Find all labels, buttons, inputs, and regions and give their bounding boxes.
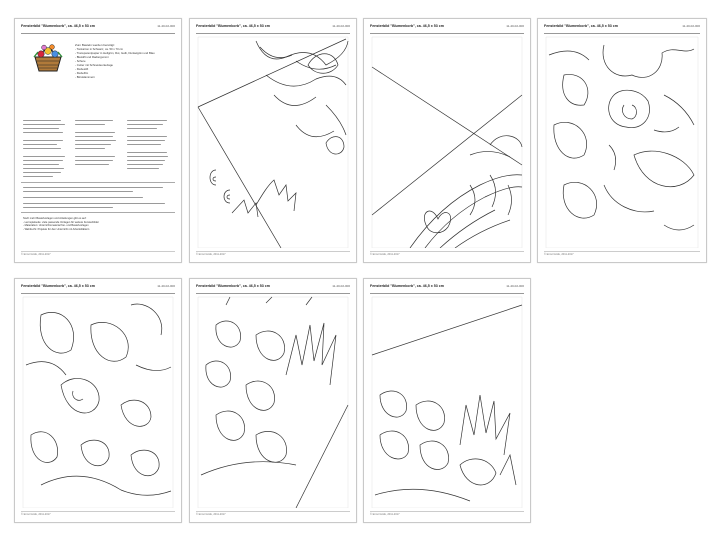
page-header — [196, 24, 350, 34]
more-resources — [23, 217, 99, 231]
sheet-title: Fensterbild "Blumenkorb", ca. 46,5 x 53 cm — [370, 24, 444, 28]
page-header — [370, 284, 524, 294]
page-footer — [544, 251, 700, 258]
material-item: - Transparentpapier in Hellgrün, Rot, Gelb, Dunkelgrün und Blau — [75, 51, 155, 55]
material-item: - Klebefilm — [75, 71, 89, 75]
resource-line[interactable]: - Wahlrecht: Projekte für den Unterricht mit Arbeitsblättern — [23, 227, 90, 231]
cutout-template-part-4 — [21, 295, 175, 508]
material-item: - Klebestift — [75, 67, 89, 71]
resource-line[interactable]: - Lernspielseite: viele passende Vorlagen für weitere Fensterbilder — [23, 220, 99, 224]
page-header — [370, 24, 524, 34]
sheet-title: Fensterbild "Blumenkorb", ca. 46,5 x 53 cm — [370, 284, 444, 288]
page-number: 11-40-02-000 — [332, 284, 350, 288]
sheet-title: Fensterbild "Blumenkorb", ca. 46,5 x 53 cm — [21, 284, 95, 288]
copyright: © Ernst Gräfe, 2011-2017 — [370, 253, 400, 256]
page-2-template — [189, 18, 357, 263]
page-footer — [21, 511, 175, 518]
page-number: 11-40-02-000 — [682, 24, 700, 28]
copyright: © Ernst Gräfe, 2011-2017 — [544, 253, 574, 256]
page-header — [196, 284, 350, 294]
material-item: - Tonkarton in Schwarz, ca. 50 x 70 cm — [75, 47, 124, 51]
resource-line[interactable]: - Materialien: Unterrichtsmaterial frei- und Bastelvorlagen — [23, 224, 89, 228]
page-6-template — [189, 278, 357, 523]
copyright: © Ernst Gräfe, 2011-2017 — [196, 513, 226, 516]
page-footer — [370, 251, 524, 258]
cutout-template-part-6 — [370, 295, 524, 508]
cutout-template-part-5 — [196, 295, 350, 508]
cutout-template-part-2 — [370, 35, 524, 248]
page-number: 11-40-02-000 — [157, 284, 175, 288]
page-3-template — [363, 18, 531, 263]
divider — [21, 182, 175, 183]
basket-preview-image — [31, 43, 65, 73]
page-1-instructions — [14, 18, 182, 263]
copyright: © Ernst Gräfe, 2011-2017 — [21, 253, 51, 256]
page-footer — [196, 251, 350, 258]
page-header — [21, 24, 175, 34]
divider — [21, 212, 175, 213]
page-footer — [21, 251, 175, 258]
material-item: - Bleistift und Radiergummi — [75, 55, 109, 59]
resources-lead: Noch mehr Bastelvorlagen und Anleitungen gibt es auf: — [23, 217, 87, 220]
sheet-title: Fensterbild "Blumenkorb", ca. 46,5 x 53 cm — [196, 284, 270, 288]
cutout-template-part-3 — [544, 35, 700, 248]
page-header — [21, 284, 175, 294]
page-header — [544, 24, 700, 34]
sheet-title: Fensterbild "Blumenkorb", ca. 46,5 x 53 cm — [21, 24, 95, 28]
sheet-title: Fensterbild "Blumenkorb", ca. 46,5 x 53 cm — [544, 24, 618, 28]
page-footer — [370, 511, 524, 518]
material-item: - Cutter mit Schneideunterlage — [75, 63, 113, 67]
page-footer — [196, 511, 350, 518]
materials-heading: Zum Basteln werden benötigt: — [75, 43, 115, 47]
material-item: - Schere — [75, 59, 86, 63]
copyright: © Ernst Gräfe, 2011-2017 — [370, 513, 400, 516]
page-7-template — [363, 278, 531, 523]
page-number: 11-40-02-000 — [506, 284, 524, 288]
page-number: 11-40-02-000 — [157, 24, 175, 28]
page-5-template — [14, 278, 182, 523]
cutout-template-part-1 — [196, 35, 350, 248]
copyright: © Ernst Gräfe, 2011-2017 — [21, 513, 51, 516]
copyright: © Ernst Gräfe, 2011-2017 — [196, 253, 226, 256]
page-number: 11-40-02-000 — [506, 24, 524, 28]
page-4-template — [537, 18, 707, 263]
page-number: 11-40-02-000 — [332, 24, 350, 28]
material-item: - Büroklammern — [75, 75, 95, 79]
sheet-title: Fensterbild "Blumenkorb", ca. 46,5 x 53 cm — [196, 24, 270, 28]
materials-list — [75, 43, 155, 79]
